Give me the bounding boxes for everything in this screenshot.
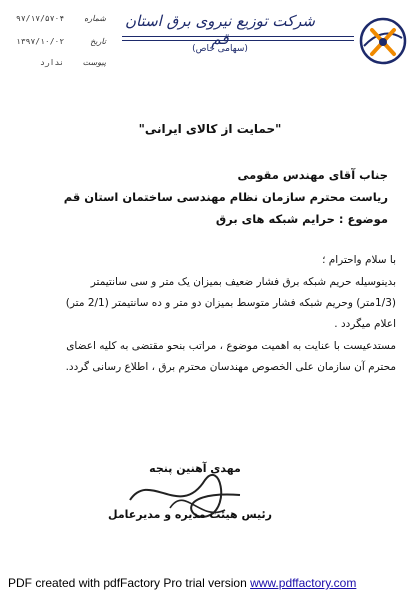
paragraph-1-line-1: بدینوسیله حریم شبکه برق فشار ضعیف بمیزان یک متر و سی سانتیمتر: [90, 276, 396, 288]
pdf-footer-text: PDF created with pdfFactory Pro trial version: [8, 576, 251, 590]
letterhead: [0, 0, 418, 100]
signatory-name: مهدی آهنین پنجه: [149, 462, 241, 475]
company-type: (سهامی خاص): [192, 44, 248, 54]
letter-date-value: ۱۳۹۷/۱۰/۰۲: [16, 37, 65, 46]
header-divider: [122, 36, 354, 37]
pdffactory-link[interactable]: www.pdffactory.com: [250, 576, 357, 590]
recipient-name: جناب آقای مهندس مقومی: [237, 168, 388, 182]
letter-number-row: [16, 14, 106, 28]
letter-number-label: شماره: [84, 14, 106, 23]
letter-subject: موضوع : حرایم شبکه های برق: [215, 212, 388, 226]
paragraph-2-line-2: محترم آن سازمان علی الخصوص مهندسان محترم برق ، اطلاع رسانی گردد.: [65, 361, 396, 373]
recipient-title: ریاست محترم سازمان نظام مهندسی ساختمان استان قم: [63, 190, 388, 204]
paragraph-2-line-1: مستدعیست با عنایت به اهمیت موضوع ، مراتب بنحو مقتضی به کلیه اعضای: [66, 340, 396, 352]
letter-date-label: تاریخ: [90, 37, 106, 46]
paragraph-1-line-2: (1/3متر) وحریم شبکه فشار متوسط بمیزان دو متر و ده سانتیمتر (2/1 متر): [65, 297, 396, 309]
letter-attachment-row: [16, 58, 106, 72]
letter-number-value: ۹۷/۱۷/۵۷۰۴: [16, 14, 65, 23]
company-name: شرکت توزیع نیروی برق استان قم: [124, 12, 315, 48]
greeting: با سلام واحترام ؛: [322, 254, 396, 266]
paragraph-1-line-3: اعلام میگردد .: [334, 318, 396, 330]
letter-attachment-value: ندارد: [40, 58, 65, 67]
slogan: "حمایت از کالای ایرانی": [138, 122, 282, 136]
pdf-footer: [8, 576, 408, 590]
header-divider-thin: [122, 40, 354, 41]
letter-attachment-label: پیوست: [82, 58, 106, 67]
company-logo-icon: [358, 16, 408, 66]
letter-date-row: [16, 37, 106, 51]
signatory-title: رئیس هیئت مدیره و مدیرعامل: [108, 508, 272, 521]
